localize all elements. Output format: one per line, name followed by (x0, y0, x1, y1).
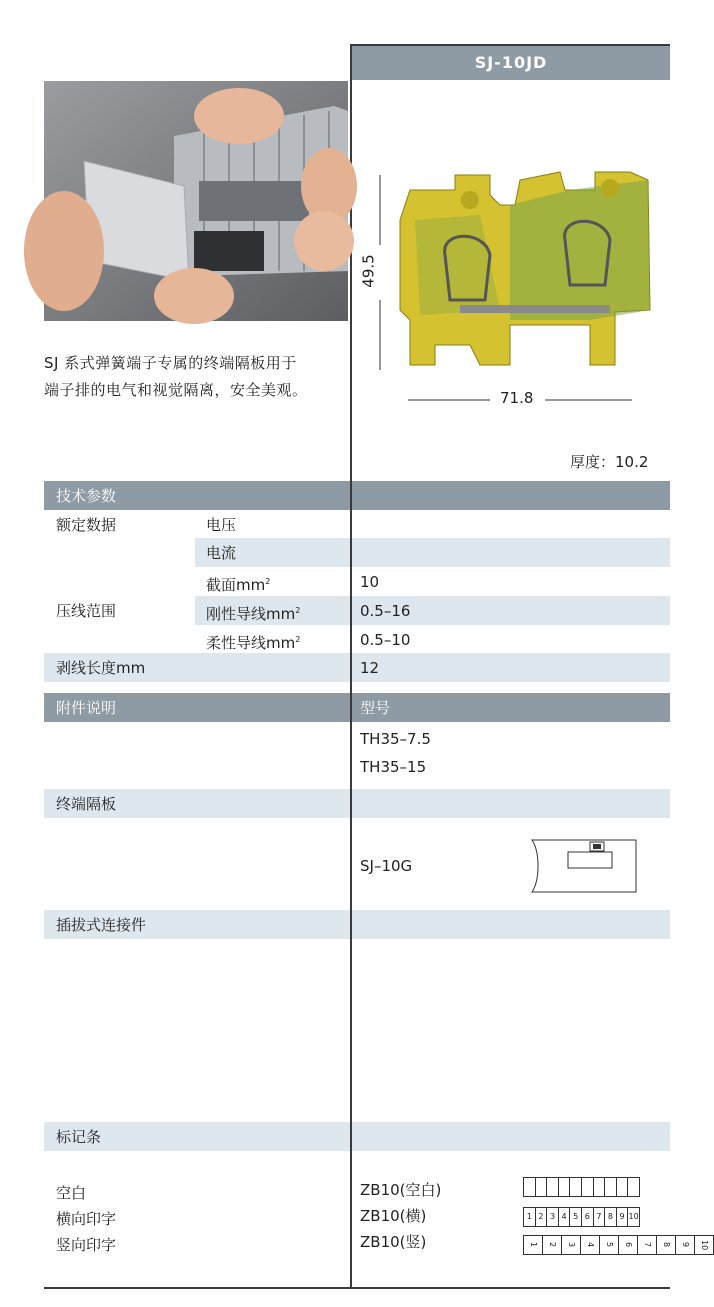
end-plate-band-right (352, 789, 670, 818)
end-plate-model: SJ–10G (360, 857, 413, 875)
marker-vertical-label: 竖向印字 (56, 1236, 117, 1254)
accessories-header: 附件说明 (56, 699, 117, 717)
strip-number: 5 (570, 1207, 582, 1227)
strip-row-band-right (352, 653, 670, 682)
strip-cell (594, 1177, 606, 1197)
strip-number-vertical: 6 (619, 1235, 638, 1255)
current-label: 电流 (206, 544, 237, 562)
model-header: 型号 (360, 699, 391, 717)
strip-number: 3 (547, 1207, 559, 1227)
width-dimension: 71.8 (500, 389, 534, 407)
rigid-sup: 2 (295, 606, 301, 615)
rail-model-2: TH35–15 (360, 758, 427, 776)
marker-label: 标记条 (56, 1128, 102, 1146)
rigid-label-text: 刚性导线mm (206, 605, 296, 623)
strip-number: 2 (536, 1207, 548, 1227)
flexible-label-text: 柔性导线mm (206, 634, 296, 652)
strip-number-vertical: 1 (523, 1235, 543, 1255)
thickness-label: 厚度：10.2 (570, 453, 649, 471)
strip-number: 1 (523, 1207, 536, 1227)
section-label-text: 截面mm (206, 576, 266, 594)
strip-number: 6 (582, 1207, 594, 1227)
plug-band-right (352, 910, 670, 939)
marker-band-right (352, 1122, 670, 1151)
section-sup: 2 (265, 577, 271, 586)
rail-model-1: TH35–7.5 (360, 730, 431, 748)
plug-label: 插拔式连接件 (56, 916, 147, 934)
strip-number: 10 (628, 1207, 640, 1227)
marker-strip-horizontal (523, 1207, 640, 1227)
rigid-label (206, 601, 300, 624)
accessories-header-band-right (352, 693, 670, 722)
current-row-band-right (352, 538, 670, 567)
marker-blank-model: ZB10(空白) (360, 1181, 442, 1199)
tech-header: 技术参数 (56, 487, 117, 505)
marker-horizontal-model: ZB10(横) (360, 1207, 427, 1225)
strip-cell (570, 1177, 582, 1197)
intro-line-2: 端子排的电气和视觉隔离，安全美观。 (44, 381, 308, 399)
marker-strip-blank (523, 1177, 640, 1197)
strip-label: 剥线长度mm (56, 659, 146, 677)
height-dimension: 49.5 (359, 254, 378, 288)
marker-blank-label: 空白 (56, 1184, 87, 1202)
strip-cell (523, 1177, 536, 1197)
rated-label: 额定数据 (56, 516, 117, 534)
strip-cell (536, 1177, 548, 1197)
rigid-value: 0.5–16 (360, 602, 411, 620)
strip-number-vertical: 8 (657, 1235, 676, 1255)
end-plate-label: 终端隔板 (56, 795, 117, 813)
tech-header-band-right (352, 481, 670, 510)
marker-strip-vertical (523, 1235, 709, 1255)
strip-number: 7 (594, 1207, 606, 1227)
strip-value: 12 (360, 659, 380, 677)
bottom-rule (44, 1287, 670, 1289)
strip-cell (605, 1177, 617, 1197)
strip-number-vertical: 10 (695, 1235, 714, 1255)
strip-cell (628, 1177, 640, 1197)
strip-cell (617, 1177, 629, 1197)
voltage-label: 电压 (206, 516, 237, 534)
crimp-label: 压线范围 (56, 602, 117, 620)
marker-horizontal-label: 横向印字 (56, 1210, 117, 1228)
strip-number-vertical: 4 (581, 1235, 600, 1255)
section-value: 10 (360, 573, 380, 591)
strip-number-vertical: 5 (600, 1235, 619, 1255)
strip-number: 4 (559, 1207, 571, 1227)
flexible-label (206, 630, 300, 653)
strip-cell (559, 1177, 571, 1197)
strip-number: 8 (605, 1207, 617, 1227)
strip-number-vertical: 9 (676, 1235, 695, 1255)
intro-text (44, 350, 348, 404)
product-photo (44, 81, 348, 321)
marker-vertical-model: ZB10(竖) (360, 1233, 427, 1251)
end-plate-drawing (528, 836, 640, 896)
section-label (206, 572, 270, 595)
strip-number-vertical: 3 (562, 1235, 581, 1255)
strip-number-vertical: 7 (638, 1235, 657, 1255)
product-model-header: SJ-10JD (352, 44, 670, 80)
strip-cell (547, 1177, 559, 1197)
flexible-value: 0.5–10 (360, 631, 411, 649)
product-drawing (360, 160, 660, 420)
strip-cell (582, 1177, 594, 1197)
strip-number: 9 (617, 1207, 629, 1227)
flexible-sup: 2 (295, 635, 301, 644)
intro-line-1: SJ 系式弹簧端子专属的终端隔板用于 (44, 354, 297, 372)
strip-number-vertical: 2 (543, 1235, 562, 1255)
